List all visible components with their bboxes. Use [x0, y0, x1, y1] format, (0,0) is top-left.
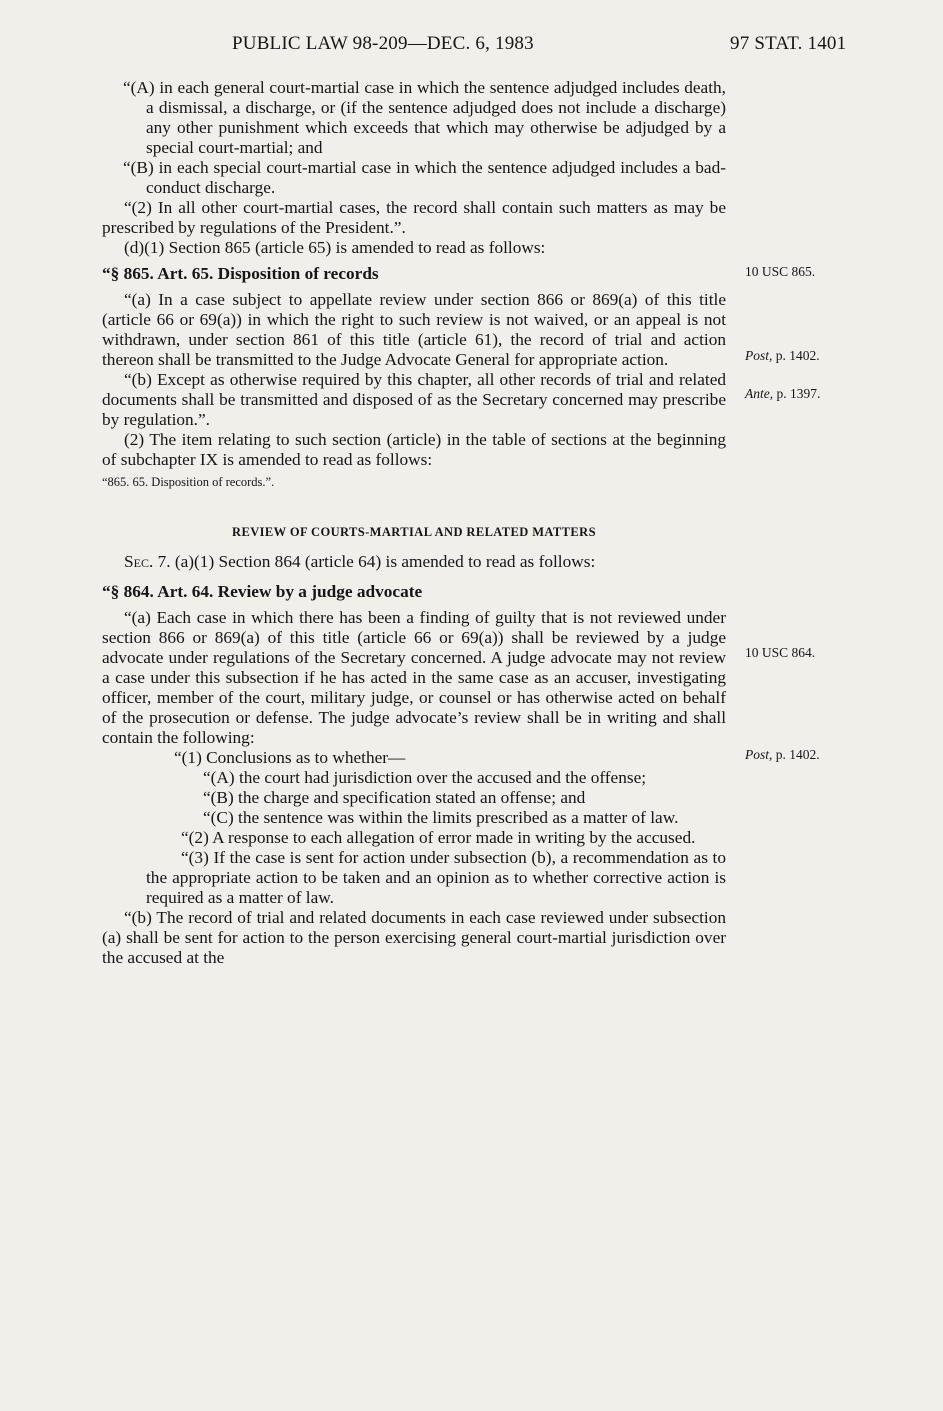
margin-note-post-1402	[745, 348, 820, 364]
margin-note-post-1402-second	[745, 747, 820, 763]
margin-note-ante-page: p. 1397.	[773, 386, 821, 401]
paragraph-b-special: “(B) in each special court-martial case in which the sentence adjudged includes a bad-conduct discharge.	[123, 158, 726, 197]
margin-note-post-page: p. 1402.	[772, 348, 820, 363]
margin-note-ante-label: Ante,	[745, 386, 774, 401]
page-body	[102, 78, 726, 968]
review-heading: REVIEW OF COURTS-MARTIAL AND RELATED MATTERS	[232, 525, 596, 539]
paragraph-a-general: “(A) in each general court-martial case in which the sentence adjudged includes death, a dismissal, a discharge, or (if the sentence adjudged does not include a discharge) any other punishment which exceeds that which may otherwise be adjudged by a special court-martial; and	[123, 78, 726, 157]
statute-page-reference: 97 STAT. 1401	[730, 33, 847, 54]
section-864-heading: “§ 864. Art. 64. Review by a judge advocate	[102, 582, 423, 601]
margin-note-post-page-second: p. 1402.	[772, 747, 820, 762]
paragraph-864-a1: “(1) Conclusions as to whether—	[174, 748, 406, 767]
running-header-title: PUBLIC LAW 98-209—DEC. 6, 1983	[232, 33, 534, 54]
margin-note-post-label-second: Post,	[745, 747, 773, 762]
sec-label: Sec	[124, 552, 149, 571]
paragraph-865-a: “(a) In a case subject to appellate review under section 866 or 869(a) of this title (article 66 or 69(a)) in which the right to such review is not waived, or an appeal is not withdrawn, under section 861 of this title (article 61), the record of trial and action thereon shall be transmitted to the Judge Advocate General for appropriate action.	[102, 290, 726, 369]
table-of-sections-item: “865. 65. Disposition of records.”.	[102, 475, 275, 489]
margin-note-10-usc-864: 10 USC 864.	[745, 645, 816, 660]
paragraph-864-a1-B: “(B) the charge and specification stated an offense; and	[203, 788, 586, 807]
margin-note-10-usc-865: 10 USC 865.	[745, 264, 816, 279]
margin-note-ante-1397	[745, 386, 820, 402]
paragraph-864-a2: “(2) A response to each allegation of error made in writing by the accused.	[181, 828, 696, 847]
paragraph-864-a1-A: “(A) the court had jurisdiction over the accused and the offense;	[203, 768, 647, 787]
section-7-paragraph	[102, 552, 726, 572]
paragraph-864-a3: “(3) If the case is sent for action under subsection (b), a recommendation as to the appropriate action to be taken and an opinion as to whether corrective action is required as a matter of law.	[146, 848, 726, 907]
paragraph-864-a1-C: “(C) the sentence was within the limits prescribed as a matter of law.	[203, 808, 679, 827]
paragraph-2-other-cases: “(2) In all other court-martial cases, the record shall contain such matters as may be prescribed by regulations of the President.”.	[102, 198, 726, 237]
paragraph-865-b: “(b) Except as otherwise required by this chapter, all other records of trial and related documents shall be transmitted and disposed of as the Secretary concerned may prescribe by regulation.”.	[102, 370, 726, 429]
section-7-text: . 7. (a)(1) Section 864 (article 64) is amended to read as follows:	[148, 552, 596, 571]
paragraph-864-b: “(b) The record of trial and related documents in each case reviewed under subsection (a) shall be sent for action to the person exercising general court-martial jurisdiction over the accused at the	[102, 908, 726, 967]
section-865-heading: “§ 865. Art. 65. Disposition of records	[102, 264, 379, 283]
paragraph-864-a: “(a) Each case in which there has been a finding of guilty that is not reviewed under section 866 or 869(a) of this title (article 66 or 69(a)) shall be reviewed by a judge advocate under regulations of the Secretary concerned. A judge advocate may not review a case under this subsection if he has acted in the same case as an accuser, investigating officer, member of the court, military judge, or counsel or has otherwise acted on behalf of the prosecution or defense. The judge advocate’s review shall be in writing and shall contain the following:	[102, 608, 726, 747]
paragraph-d1: (d)(1) Section 865 (article 65) is amended to read as follows:	[124, 238, 546, 257]
paragraph-d2: (2) The item relating to such section (article) in the table of sections at the beginning of subchapter IX is amended to read as follows:	[102, 430, 726, 469]
margin-note-post-label: Post,	[745, 348, 773, 363]
